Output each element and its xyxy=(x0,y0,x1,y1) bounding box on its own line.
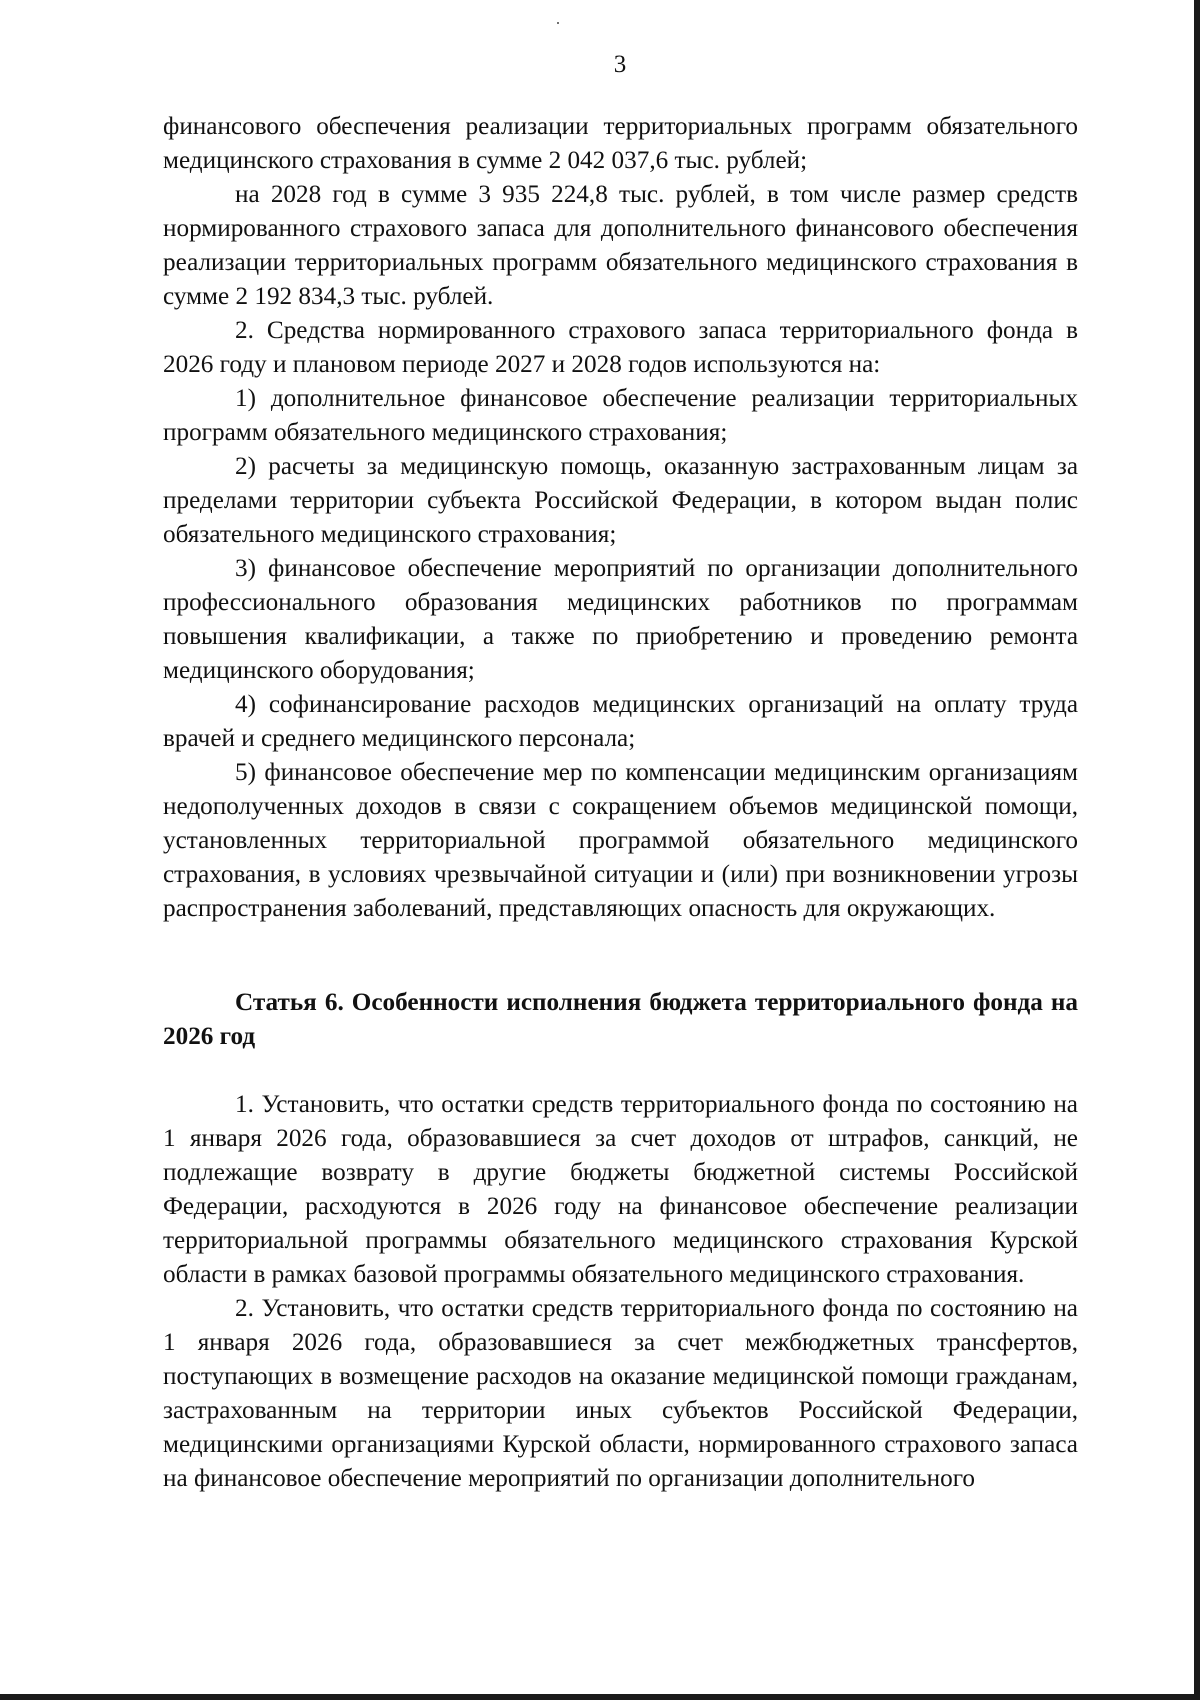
list-item: 2) расчеты за медицинскую помощь, оказанную застрахованным лицам за пределами территории субъекта Российской Федерации, в котором выдан полис обязательного медицинского страхования; xyxy=(163,453,1078,548)
paragraph: на 2028 год в сумме 3 935 224,8 тыс. рублей, в том числе размер средств нормированного страхового запаса для дополнительного финансового обеспечения реализации территориальных программ обязательного медицинского страхования в сумме 2 192 834,3 тыс. рублей. xyxy=(163,181,1078,310)
list-item: 5) финансовое обеспечение мер по компенсации медицинским организациям недополученных доходов в связи с сокращением объемов медицинской помощи, установленных территориальной программой обязательного медицинского страхования, в условиях чрезвычайной ситуации и (или) при возникновении угрозы распространения заболеваний, представляющих опасность для окружающих. xyxy=(163,759,1078,922)
list-item: 4) софинансирование расходов медицинских организаций на оплату труда врачей и среднего медицинского персонала; xyxy=(163,691,1078,752)
scan-border-bottom xyxy=(0,1694,1200,1700)
continuation-text xyxy=(163,110,1078,926)
paragraph: 1. Установить, что остатки средств территориального фонда по состоянию на 1 января 2026 года, образовавшиеся за счет доходов от штрафов, санкций, не подлежащие возврату в другие бюджеты бюджетной системы Российской Федерации, расходуются в 2026 году на финансовое обеспечение реализации территориальной программы обязательного медицинского страхования Курской области в рамках базовой программы обязательного медицинского страхования. xyxy=(163,1091,1078,1288)
article-6 xyxy=(163,986,1078,1054)
list-item: 1) дополнительное финансовое обеспечение реализации территориальных программ обязательного медицинского страхования; xyxy=(163,385,1078,446)
list-item: 3) финансовое обеспечение мероприятий по организации дополнительного профессионального образования медицинских работников по программам повышения квалификации, а также по приобретению и проведению ремонта медицинского оборудования; xyxy=(163,555,1078,684)
paragraph: 2. Средства нормированного страхового запаса территориального фонда в 2026 году и плановом периоде 2027 и 2028 годов используются на: xyxy=(163,317,1078,378)
paragraph: 2. Установить, что остатки средств территориального фонда по состоянию на 1 января 2026 года, образовавшиеся за счет межбюджетных трансфертов, поступающих в возмещение расходов на оказание медицинской помощи гражданам, застрахованным на территории иных субъектов Российской Федерации, медицинскими организациями Курской области, нормированного страхового запаса на финансовое обеспечение мероприятий по организации дополнительного xyxy=(163,1295,1078,1492)
scan-border-right xyxy=(1194,0,1200,1700)
scan-speck xyxy=(557,22,559,24)
article-6-body xyxy=(163,1088,1078,1496)
article-heading: Статья 6. Особенности исполнения бюджета территориального фонда на 2026 год xyxy=(163,989,1078,1050)
page-number: 3 xyxy=(613,51,627,78)
paragraph: финансового обеспечения реализации территориальных программ обязательного медицинского страхования в сумме 2 042 037,6 тыс. рублей; xyxy=(163,113,1078,174)
